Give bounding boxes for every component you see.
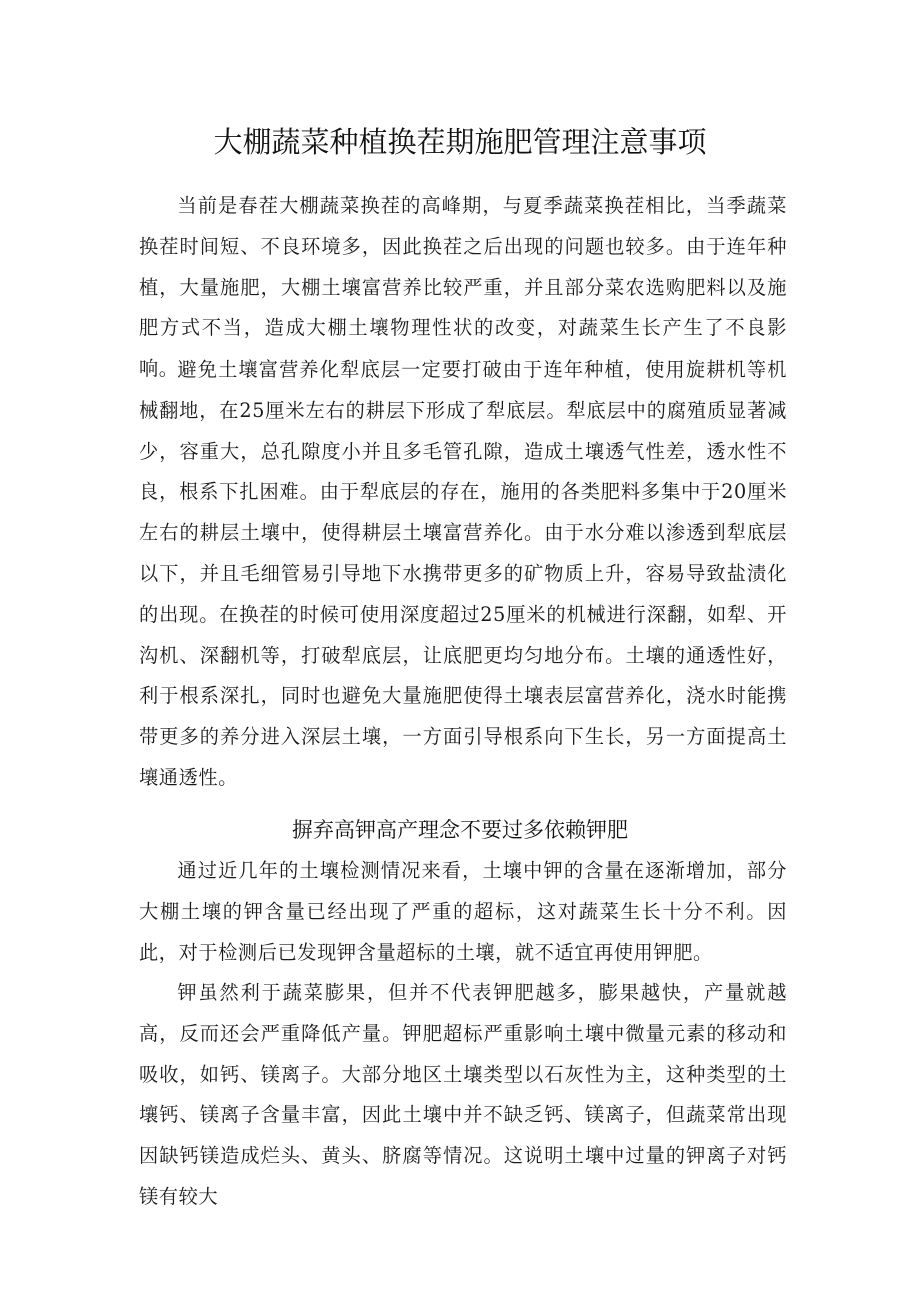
paragraph-intro: 当前是春茬大棚蔬菜换茬的高峰期，与夏季蔬菜换茬相比，当季蔬菜换茬时间短、不良环境多，因此换茬之后出现的问题也较多。由于连年种植，大量施肥，大棚土壤富营养比较严重，并且部分菜农选购肥料以及施肥方式不当，造成大棚土壤物理性状的改变，对蔬菜生长产生了不良影响。	[139, 194, 787, 381]
document-title: 大棚蔬菜种植换茬期施肥管理注意事项	[213, 125, 707, 159]
paragraph-plow-pan: 避免土壤富营养化犁底层一定要打破由于连年种植，使用旋耕机等机械翻地，在25厘米左右的耕层下形成了犁底层。犁底层中的腐殖质显著减少，容重大，总孔隙度小并且多毛管孔隙，造成土壤透气性差，透水性不良，根系下扎困难。由于犁底层的存在，施用的各类肥料多集中于20厘米左右的耕层土壤中，使得耕层土壤富营养化。由于水分难以渗透到犁底层以下，并且毛细管易引导地下水携带更多的矿物质上升，容易导致盐渍化的出现。在换茬的时候可使用深度超过25厘米的机械进行深翻，如犁、开沟机、深翻机等，打破犁底层，让底肥更均匀地分布。土壤的通透性好，利于根系深扎，同时也避免大量施肥使得土壤表层富营养化，浇水时能携带更多的养分进入深层土壤，一方面引导根系向下生长，另一方面提高土壤通透性。	[139, 358, 787, 789]
section-heading-potassium: 摒弃高钾高产理念不要过多依赖钾肥	[292, 818, 628, 842]
paragraph-soil-testing: 通过近几年的土壤检测情况来看，土壤中钾的含量在逐渐增加，部分大棚土壤的钾含量已经出现了严重的超标，这对蔬菜生长十分不利。因此，对于检测后已发现钾含量超标的土壤，就不适宜再使用钾肥。	[139, 859, 787, 964]
paragraph-potassium-effects: 钾虽然利于蔬菜膨果，但并不代表钾肥越多，膨果越快，产量就越高，反而还会严重降低产量。钾肥超标严重影响土壤中微量元素的移动和吸收，如钙、镁离子。大部分地区土壤类型以石灰性为主，这种类型的土壤钙、镁离子含量丰富，因此土壤中并不缺乏钙、镁离子，但蔬菜常出现因缺钙镁造成烂头、黄头、脐腐等情况。这说明土壤中过量的钾离子对钙镁有较大	[139, 981, 787, 1208]
